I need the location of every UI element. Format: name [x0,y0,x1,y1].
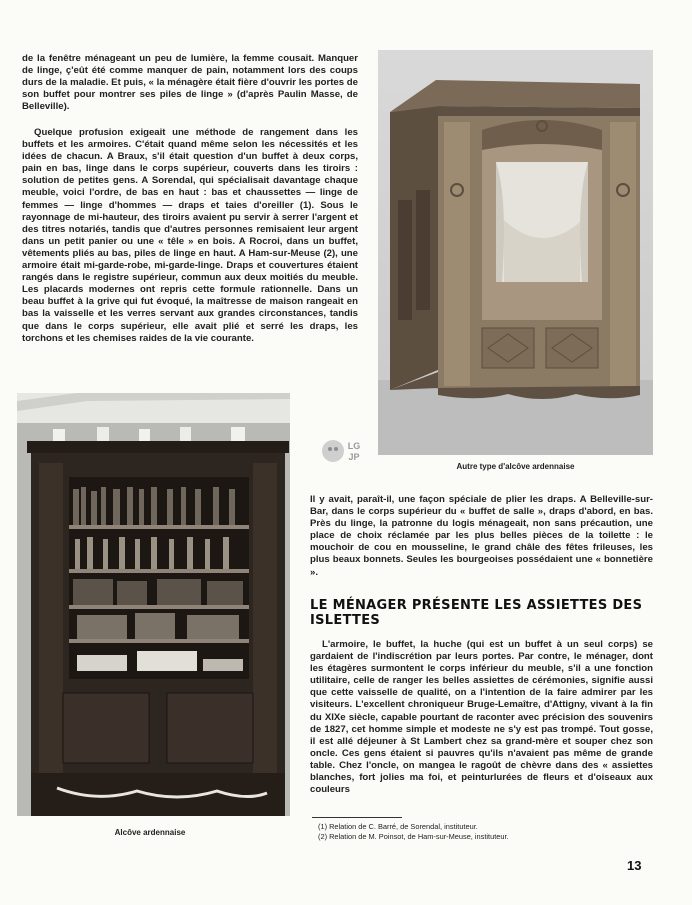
caption-alcove: Alcôve ardennaise [114,828,186,837]
paragraph-draps: Il y avait, paraît-il, une façon spéciale de plier les draps. A Belleville-sur-Bar, dans le corps supérieur du « buffet de salle », draps d'abord, en bas. Près du linge, la patronne du logis ménageait, non sans précaution, une place de choix réclamée par les plus belles pièces de la toilette : le mouchoir de cou en mousseline, le grand châle des fêtes frileuses, les plus beaux bonnets. Seules les bourgeoises possédaient une « bonnetière ». [310,494,653,578]
paragraph-rangement: Quelque profusion exigeait une méthode de rangement dans les buffets et les armoires. C'était quand même selon les nécessités et les idées de chacun. A Braux, s'il était question d'un buffet à deux corps, pain en bas, linge dans le corps supérieur, couverts dans les tiroirs : solution de petites gens. A Sorendal, qui spécialisait davantage chaque meuble, voici l'ordre, de bas en haut : bas et chaussettes — linge de femmes — linge d'hommes — draps et taies d'oreiller (1). Sous le rayonnage de mi-hauteur, des tiroirs avaient pu servir à serrer l'argent et des titres notariés, tandis que d'autres personnes remisaient leur argent dans un petit panier ou une « têle » en bois. A Rocroi, dans un buffet, vêtements pliés au bas, piles de linge en haut. A Ham-sur-Meuse (2), une armoire était mi-garde-robe, mi-garde-linge. Draps et couvertures étaient rangés dans le registre supérieur, commun aux deux moitiés du meuble. Les placards modernes ont repris cette formule rationnelle. Dans un beau buffet à la grive qui fut évoqué, la maîtresse de maison rangeait en bas la vaisselle et les verres servant aux grandes circonstances, tandis que dans le corps supérieur, elle avait plié et serré les draps, les torchons et les chemises raides de la vie courante. [22,127,358,344]
paragraph-intro: de la fenêtre ménageant un peu de lumière, la femme cousait. Manquer de linge, ç'eût été comme manquer de pain, notamment lors des coups durs de la maladie. Et puis, « la ménagère était fière d'ouvrir les portes de son buffet pour montrer ses piles de linge » (d'après Paulin Masse, de Belleville). [22,53,358,113]
alcove-photo [17,393,290,816]
stamp-line2: JP [348,452,360,462]
stamp-line1: LG [347,441,361,451]
footnote-2: (2) Relation de M. Poinsot, de Ham-sur-Meuse, instituteur. [318,832,509,841]
heading-text: LE MÉNAGER PRÉSENTE LES ASSIETTES DES ISLETTES [310,598,643,628]
paragraph-menager: L'armoire, le buffet, la huche (qui est un buffet à un seul corps) se gardaient de l'indiscrétion par leurs portes. Par contre, le ménager, dont les étagères surmontent le corps inférieur du meuble, s'il a une fonction utilitaire, celle de ranger les belles assiettes de cérémonies, signifie aussi que cette vaisselle de qualité, on a l'intention de la faire admirer par les visiteurs. L'excellent chroniqueur Bruge-Lemaître, d'Attigny, vivant à la fin du XIXe siècle, capable pourtant de raconter avec précision des souvenirs de 1827, cet homme simple et modeste ne s'y est pas trompé. Tout gosse, il est allé déjeuner à St Lambert chez sa grand-mère et souper chez son oncle. Ces gens étaient si pauvres qu'ils n'avaient pas même de grande table. Chez l'oncle, on mangea le ragoût de chèvre dans des « assiettes blanches, fort jolies ma foi, et peinturlurées de fleurs et d'oiseaux aux couleurs [310,639,653,796]
page-number: 13 [627,858,642,873]
section-heading [310,598,653,628]
caption-alcove-other: Autre type d'alcôve ardennaise [456,462,575,471]
footnote-1: (1) Relation de C. Barré, de Sorendal, instituteur. [318,822,478,831]
footnote-rule [312,817,402,818]
library-stamp [320,435,366,469]
alcove-photo-other [378,50,653,455]
